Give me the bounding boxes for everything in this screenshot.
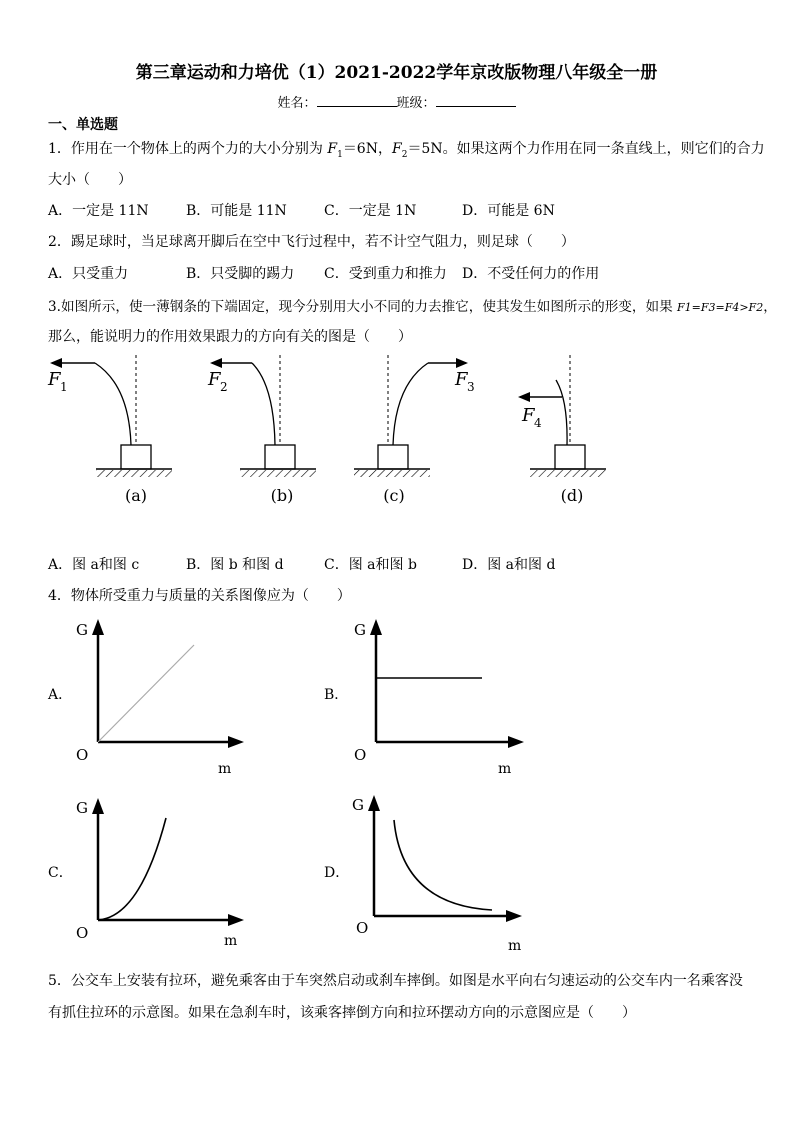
graph-c-y-label: G xyxy=(76,799,88,817)
section-title: 一、单选题 xyxy=(48,117,118,133)
figure-b-bent-strip xyxy=(252,363,275,445)
figure-a-force-letter: F xyxy=(48,369,61,390)
figure-c-ground-hatch xyxy=(354,470,430,477)
name-class-line xyxy=(0,92,793,111)
figure-c-caption: (c) xyxy=(383,486,405,505)
figure-d xyxy=(518,355,606,505)
graph-a-x-arrowhead xyxy=(228,736,244,748)
q4-graphs xyxy=(0,605,793,965)
q5-stem-line1: 5．公交车上安装有拉环，避免乘客由于车突然启动或刹车摔倒。如图是水平向右匀速运动的公交车内一名乘客没 xyxy=(48,973,743,989)
figure-c xyxy=(354,355,475,505)
graph-a-origin: O xyxy=(76,746,89,764)
q2-option-a[interactable]: A．只受重力 xyxy=(48,266,129,282)
graph-b-y-label: G xyxy=(354,621,366,639)
q1-option-a[interactable]: A．一定是 11N xyxy=(48,203,149,219)
class-blank[interactable] xyxy=(436,94,516,107)
q3-option-b[interactable]: B．图 b 和图 d xyxy=(186,557,284,573)
class-label: 班级： xyxy=(396,96,436,111)
figure-b-base-block xyxy=(265,445,295,469)
figure-c-force-sub: 3 xyxy=(467,380,475,394)
figure-a-ground-hatch xyxy=(96,470,172,477)
figure-b-force-sub: 2 xyxy=(220,380,228,394)
figure-a-caption: (a) xyxy=(124,486,148,505)
graph-d-curve xyxy=(394,820,492,910)
q1-option-b[interactable]: B．可能是 11N xyxy=(186,203,287,219)
graph-d-y-label: G xyxy=(352,796,364,814)
q1-option-d[interactable]: D．可能是 6N xyxy=(462,203,555,219)
q3-option-a[interactable]: A．图 a和图 c xyxy=(48,557,140,573)
graph-d[interactable] xyxy=(352,795,522,954)
graph-c[interactable] xyxy=(76,798,244,949)
figure-a-bent-strip xyxy=(95,363,131,445)
q5-stem-line2: 有抓住拉环的示意图。如果在急刹车时，该乘客摔倒方向和拉环摆动方向的示意图应是（ ） xyxy=(48,1005,636,1021)
graph-b-y-arrowhead xyxy=(370,619,382,635)
figure-c-bent-strip xyxy=(393,363,428,445)
q2-option-c[interactable]: C．受到重力和推力 xyxy=(324,266,447,282)
graph-b-x-label: m xyxy=(498,761,512,777)
figure-b-arrowhead xyxy=(210,358,222,368)
figure-b xyxy=(207,355,316,505)
figure-c-force-letter: F xyxy=(455,369,468,390)
graph-d-x-arrowhead xyxy=(506,910,522,922)
figure-a-base-block xyxy=(121,445,151,469)
graph-c-y-arrowhead xyxy=(92,798,104,814)
name-blank[interactable] xyxy=(317,94,397,107)
graph-d-origin: O xyxy=(356,919,369,937)
graph-c-x-label: m xyxy=(224,933,238,949)
q2-option-b[interactable]: B．只受脚的踢力 xyxy=(186,266,295,282)
q3-option-c[interactable]: C．图 a和图 b xyxy=(324,557,417,573)
q4-option-d-label[interactable]: D． xyxy=(324,865,350,881)
graph-a-y-arrowhead xyxy=(92,619,104,635)
figure-b-force-letter: F xyxy=(208,369,221,390)
q4-option-c-label[interactable]: C． xyxy=(48,865,73,881)
q1-stem-line1: 1．作用在一个物体上的两个力的大小分别为 $F_1=6N$，$F_2=5N$。如果这两个力作用在同一条直线上，则它们的合力 xyxy=(48,141,765,160)
q3-force-relation: F1=F3=F4>F2 xyxy=(677,301,764,314)
graph-b-origin: O xyxy=(354,746,367,764)
figure-c-arrowhead xyxy=(456,358,468,368)
figure-a-arrowhead xyxy=(50,358,62,368)
q4-option-b-label[interactable]: B． xyxy=(324,687,349,703)
q2-option-d[interactable]: D．不受任何力的作用 xyxy=(462,266,600,282)
graph-a-curve xyxy=(98,645,194,742)
q1-option-c[interactable]: C．一定是 1N xyxy=(324,203,417,219)
figure-c-base-block xyxy=(378,445,408,469)
graph-d-x-label: m xyxy=(508,938,522,954)
q1-stem-line2: 大小（ ） xyxy=(48,172,132,188)
name-label: 姓名： xyxy=(277,96,317,111)
graph-b[interactable] xyxy=(354,619,524,777)
q3-stem-line2: 那么，能说明力的作用效果跟力的方向有关的图是（ ） xyxy=(48,329,412,345)
graph-a-y-label: G xyxy=(76,621,88,639)
figure-d-force-letter: F xyxy=(522,405,535,426)
figure-b-caption: (b) xyxy=(270,486,294,505)
figure-d-force-sub: 4 xyxy=(534,416,542,430)
figure-a xyxy=(47,355,172,505)
figure-d-ground-hatch xyxy=(530,470,606,477)
graph-a-x-label: m xyxy=(218,761,232,777)
figure-d-caption: (d) xyxy=(560,486,584,505)
figure-d-arrowhead xyxy=(518,392,530,402)
graph-a[interactable] xyxy=(76,619,244,777)
q2-stem: 2．踢足球时，当足球离开脚后在空中飞行过程中，若不计空气阻力，则足球（ ） xyxy=(48,234,575,250)
figure-d-bent-strip xyxy=(556,380,567,445)
graph-c-origin: O xyxy=(76,924,89,942)
q3-spring-figures xyxy=(0,345,793,545)
q3-stem-line1: 3.如图所示，使一薄钢条的下端固定，现今分别用大小不同的力去推它，使其发生如图所示的形变，如果 F1=F3=F4>F2， xyxy=(48,299,777,315)
q4-stem: 4．物体所受重力与质量的关系图像应为（ ） xyxy=(48,588,351,604)
q3-option-d[interactable]: D．图 a和图 d xyxy=(462,557,556,573)
q4-option-a-label[interactable]: A． xyxy=(48,687,73,703)
figure-a-force-sub: 1 xyxy=(60,380,68,394)
graph-c-curve xyxy=(98,818,166,920)
page-title: 第三章运动和力培优（1）2021-2022学年京改版物理八年级全一册 xyxy=(135,63,658,83)
graph-c-x-arrowhead xyxy=(228,914,244,926)
figure-b-ground-hatch xyxy=(240,470,316,477)
graph-d-y-arrowhead xyxy=(368,795,380,811)
graph-b-x-arrowhead xyxy=(508,736,524,748)
figure-d-base-block xyxy=(555,445,585,469)
